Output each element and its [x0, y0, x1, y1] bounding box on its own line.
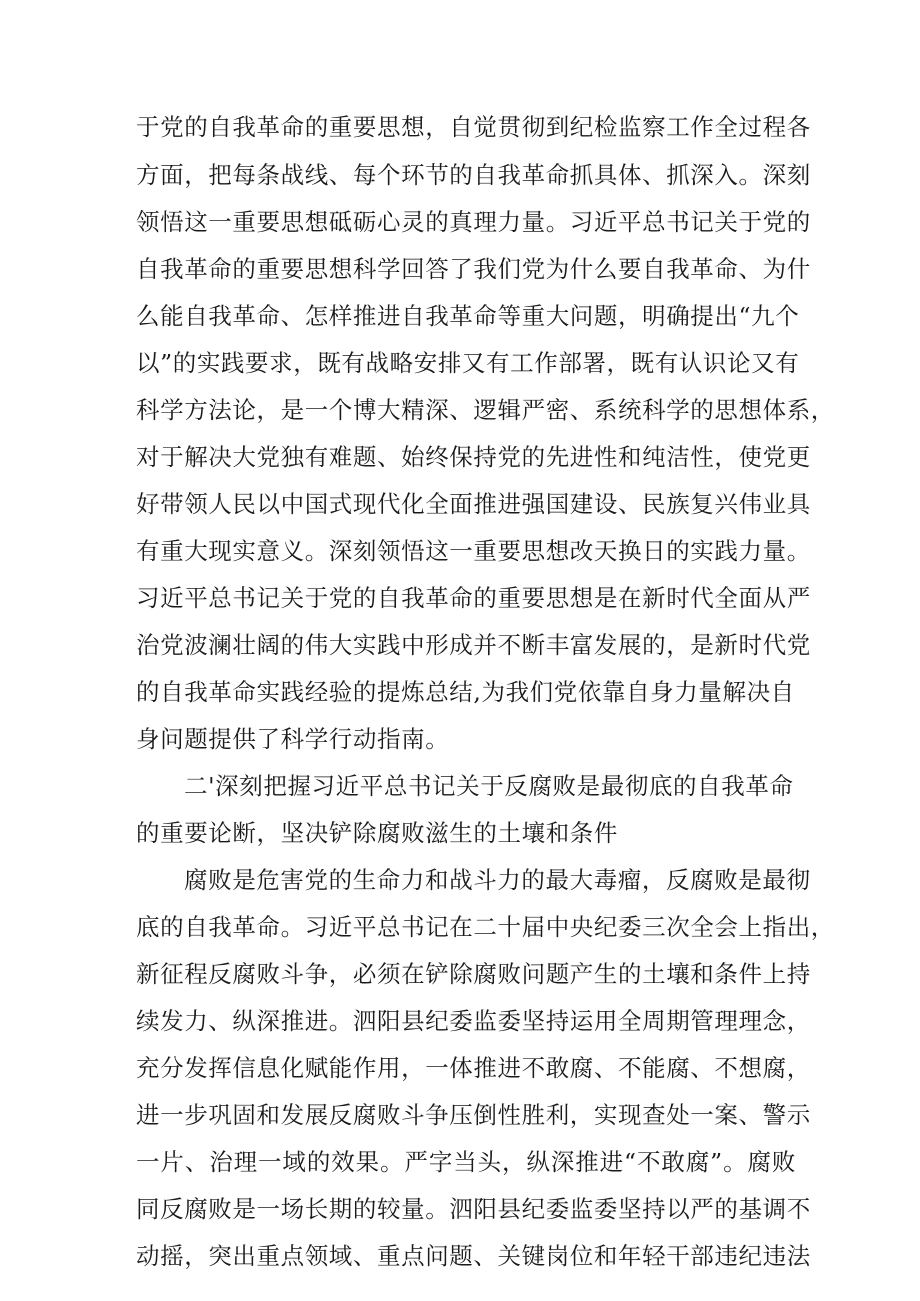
text-line: 的自我革命实践经验的提炼总结,为我们党依靠自身力量解决自	[136, 678, 795, 706]
text-line: 动摇，突出重点领域、重点问题、关键岗位和年轻干部违纪违法	[136, 1242, 811, 1270]
text-line: 于党的自我革命的重要思想，自觉贯彻到纪检监察工作全过程各	[136, 113, 811, 141]
text-line: 充分发挥信息化赋能作用，一体推进不敢腐、不能腐、不想腐，	[136, 1054, 811, 1082]
text-line: 一片、治理一域的效果。严字当头，纵深推进“不敢腐”。腐败	[136, 1148, 796, 1176]
text-line: 以”的实践要求，既有战略安排又有工作部署，既有认识论又有	[136, 349, 800, 377]
text-line: 新征程反腐败斗争，必须在铲除腐败问题产生的土壤和条件上持	[136, 960, 811, 988]
text-line: 好带领人民以中国式现代化全面推进强国建设、民族复兴伟业具	[136, 490, 811, 518]
text-line: 腐败是危害党的生命力和战斗力的最大毒瘤，反腐败是最彻	[184, 866, 811, 894]
text-line: 底的自我革命。习近平总书记在二十届中央纪委三次全会上指出，	[136, 913, 835, 941]
text-line: 续发力、纵深推进。泗阳县纪委监委坚持运用全周期管理理念，	[136, 1007, 811, 1035]
text-line: 进一步巩固和发展反腐败斗争压倒性胜利，实现查处一案、警示	[136, 1101, 811, 1129]
text-line: 同反腐败是一场长期的较量。泗阳县纪委监委坚持以严的基调不	[136, 1195, 811, 1223]
text-line: 有重大现实意义。深刻领悟这一重要思想改天换日的实践力量。	[136, 537, 811, 565]
text-line: 领悟这一重要思想砥砺心灵的真理力量。习近平总书记关于党的	[136, 208, 811, 236]
section-heading-continued: 的重要论断，坚决铲除腐败滋生的土壤和条件	[136, 819, 618, 847]
text-line: 自我革命的重要思想科学回答了我们党为什么要自我革命、为什	[136, 255, 811, 283]
text-line: 方面，把每条战线、每个环节的自我革命抓具体、抓深入。深刻	[136, 161, 811, 189]
text-line: 科学方法论，是一个博大精深、逻辑严密、系统科学的思想体系，	[136, 396, 835, 424]
section-heading: 二'深刻把握习近平总书记关于反腐败是最彻底的自我革命	[184, 772, 794, 800]
text-line: 身问题提供了科学行动指南。	[136, 725, 450, 753]
text-line: 么能自我革命、怎样推进自我革命等重大问题，明确提出“九个	[136, 302, 800, 330]
text-line: 习近平总书记关于党的自我革命的重要思想是在新时代全面从严	[136, 584, 811, 612]
text-line: 对于解决大党独有难题、始终保持党的先进性和纯洁性，使党更	[136, 443, 811, 471]
text-line: 治党波澜壮阔的伟大实践中形成并不断丰富发展的，是新时代党	[136, 631, 811, 659]
